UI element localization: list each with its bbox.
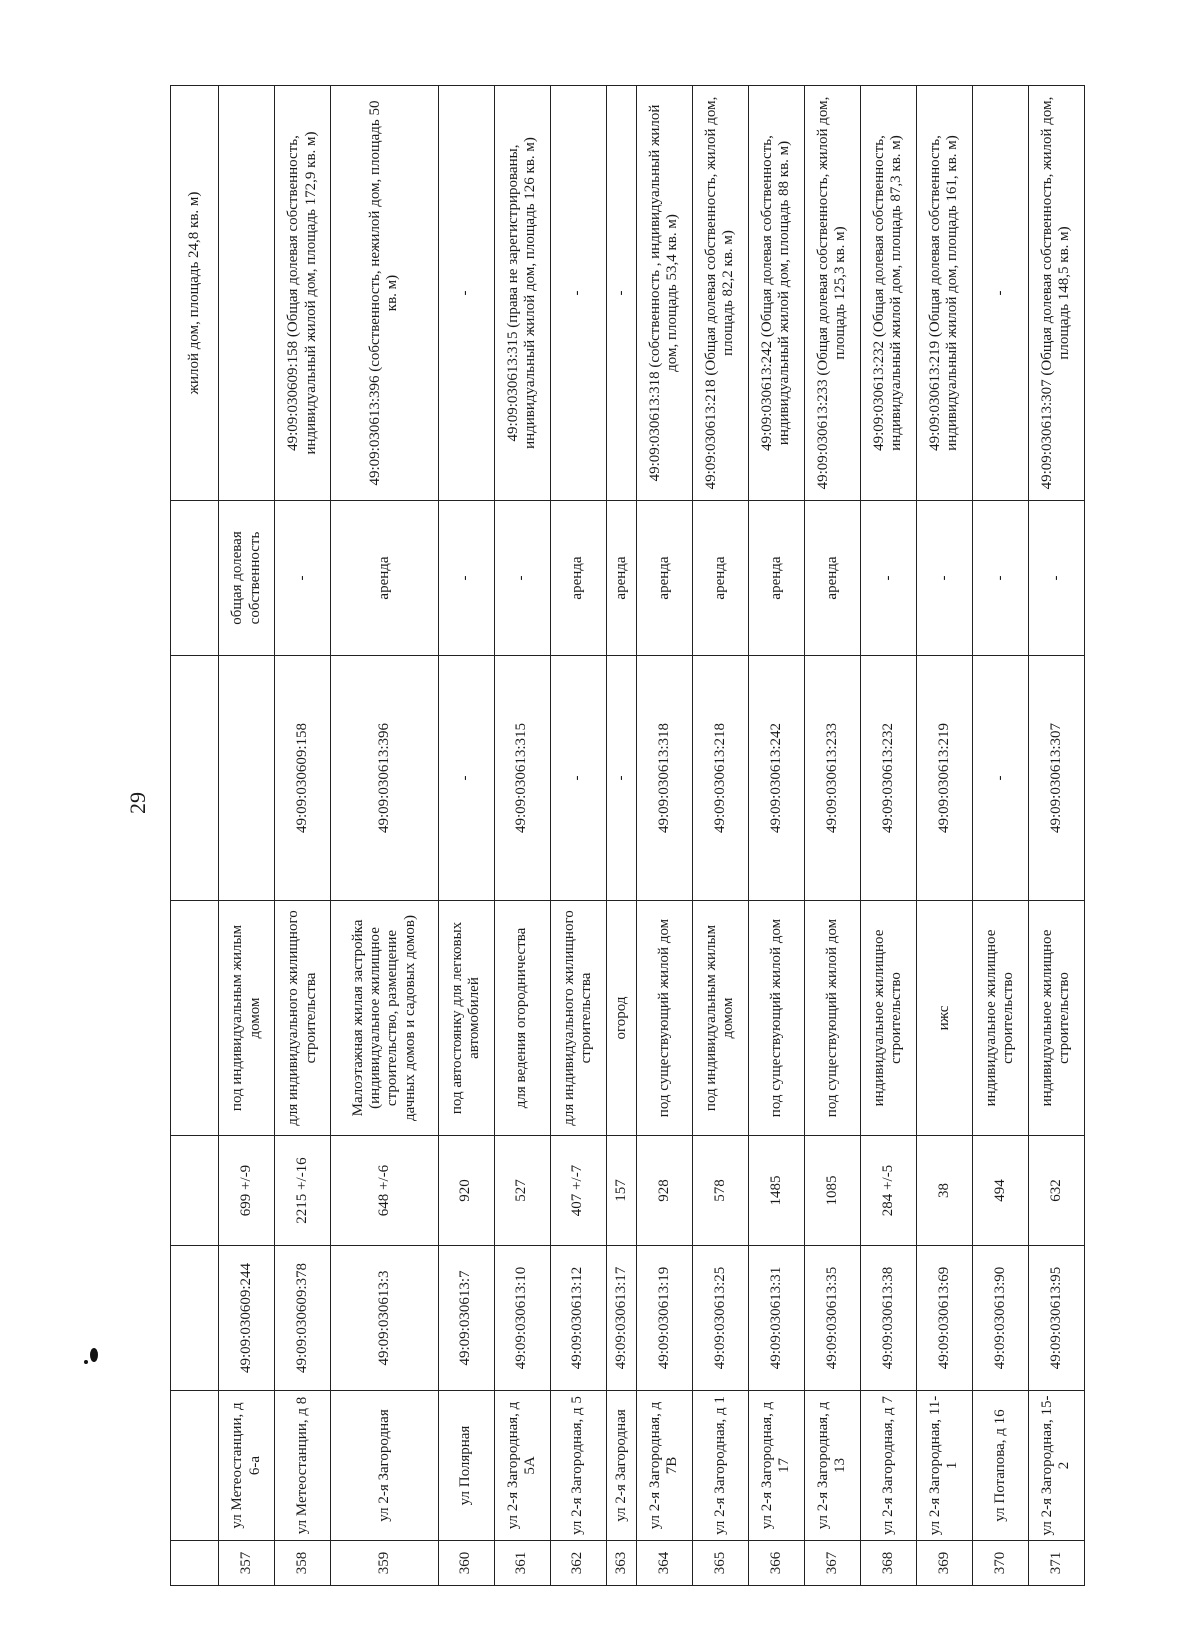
cell-permitted-use: для индивидуального жилищного строительства bbox=[275, 901, 331, 1136]
cell-permitted-use: под существующий жилой дом bbox=[804, 901, 860, 1136]
cell-right: общая долевая собственность bbox=[219, 501, 275, 656]
cell-num: 361 bbox=[494, 1541, 550, 1586]
cell-building-cadastral: 49:09:030613:396 bbox=[331, 656, 439, 901]
cell-notes: - bbox=[972, 86, 1028, 501]
cell-right: аренда bbox=[331, 501, 439, 656]
table-row bbox=[550, 86, 606, 1586]
cell-permitted-use: индивидуальное жилищное строительство bbox=[1028, 901, 1084, 1136]
cell-cadastral: 49:09:030613:12 bbox=[550, 1246, 606, 1391]
cell-num: 371 bbox=[1028, 1541, 1084, 1586]
table-row bbox=[636, 86, 692, 1586]
cell-area: 928 bbox=[636, 1136, 692, 1246]
cell-right: аренда bbox=[636, 501, 692, 656]
cell-right: - bbox=[972, 501, 1028, 656]
cell-cadastral: 49:09:030613:17 bbox=[606, 1246, 636, 1391]
cell-building-cadastral bbox=[219, 656, 275, 901]
table-row bbox=[494, 86, 550, 1586]
cell-permitted-use: индивидуальное жилищное строительство bbox=[860, 901, 916, 1136]
cell-permitted-use: под автостоянку для легковых автомобилей bbox=[438, 901, 494, 1136]
cell-area bbox=[171, 1136, 219, 1246]
cell-permitted-use bbox=[171, 901, 219, 1136]
cell-notes: 49:09:030613:315 (права не зарегистрированы, индивидуальный жилой дом, площадь 126 кв. м) bbox=[494, 86, 550, 501]
cell-cadastral: 49:09:030613:7 bbox=[438, 1246, 494, 1391]
cell-area: 648 +/-6 bbox=[331, 1136, 439, 1246]
table-row bbox=[438, 86, 494, 1586]
cell-address: ул 2-я Загородная, д 1 bbox=[692, 1391, 748, 1541]
cell-cadastral: 49:09:030609:244 bbox=[219, 1246, 275, 1391]
cell-right: - bbox=[275, 501, 331, 656]
cell-right bbox=[171, 501, 219, 656]
cell-notes: 49:09:030613:396 (собственность, нежилой дом, площадь 50 кв. м) bbox=[331, 86, 439, 501]
cell-address: ул Потапова, д 16 bbox=[972, 1391, 1028, 1541]
register-table-rotated bbox=[170, 86, 1085, 1586]
cell-notes: 49:09:030613:218 (Общая долевая собственность, жилой дом, площадь 82,2 кв. м) bbox=[692, 86, 748, 501]
cell-building-cadastral: 49:09:030613:318 bbox=[636, 656, 692, 901]
cell-address: ул Метеостанции, д 8 bbox=[275, 1391, 331, 1541]
table-row bbox=[860, 86, 916, 1586]
cell-permitted-use: индивидуальное жилищное строительство bbox=[972, 901, 1028, 1136]
table-row bbox=[275, 86, 331, 1586]
cell-right: аренда bbox=[804, 501, 860, 656]
cell-notes: 49:09:030613:318 (собственность , индивидуальный жилой дом, площадь 53,4 кв. м) bbox=[636, 86, 692, 501]
cell-cadastral: 49:09:030613:69 bbox=[916, 1246, 972, 1391]
cell-right: - bbox=[494, 501, 550, 656]
cell-permitted-use: под существующий жилой дом bbox=[636, 901, 692, 1136]
table-row bbox=[171, 86, 219, 1586]
cell-building-cadastral: - bbox=[972, 656, 1028, 901]
cell-area: 1485 bbox=[748, 1136, 804, 1246]
cell-building-cadastral bbox=[171, 656, 219, 901]
cell-building-cadastral: 49:09:030613:315 bbox=[494, 656, 550, 901]
cell-num: 369 bbox=[916, 1541, 972, 1586]
cell-address: ул 2-я Загородная, 11-1 bbox=[916, 1391, 972, 1541]
cell-notes: - bbox=[550, 86, 606, 501]
cell-building-cadastral: - bbox=[550, 656, 606, 901]
cell-building-cadastral: 49:09:030609:158 bbox=[275, 656, 331, 901]
cell-num: 367 bbox=[804, 1541, 860, 1586]
table-row bbox=[692, 86, 748, 1586]
cell-notes: - bbox=[606, 86, 636, 501]
cell-cadastral: 49:09:030613:38 bbox=[860, 1246, 916, 1391]
cell-area: 494 bbox=[972, 1136, 1028, 1246]
cell-area: 38 bbox=[916, 1136, 972, 1246]
cell-address bbox=[171, 1391, 219, 1541]
cell-num: 370 bbox=[972, 1541, 1028, 1586]
cell-building-cadastral: 49:09:030613:232 bbox=[860, 656, 916, 901]
cell-notes: - bbox=[438, 86, 494, 501]
cell-building-cadastral: 49:09:030613:307 bbox=[1028, 656, 1084, 901]
cell-address: ул 2-я Загородная, д 5А bbox=[494, 1391, 550, 1541]
cell-num: 362 bbox=[550, 1541, 606, 1586]
cell-building-cadastral: 49:09:030613:233 bbox=[804, 656, 860, 901]
table-row bbox=[219, 86, 275, 1586]
cell-permitted-use: под существующий жилой дом bbox=[748, 901, 804, 1136]
cell-notes: 49:09:030613:232 (Общая долевая собственность, индивидуальный жилой дом, площадь 87,3 кв. м) bbox=[860, 86, 916, 501]
cell-address: ул 2-я Загородная, д 13 bbox=[804, 1391, 860, 1541]
cell-num: 368 bbox=[860, 1541, 916, 1586]
cell-address: ул 2-я Загородная, д 17 bbox=[748, 1391, 804, 1541]
cell-cadastral bbox=[171, 1246, 219, 1391]
cell-cadastral: 49:09:030613:25 bbox=[692, 1246, 748, 1391]
table-row bbox=[748, 86, 804, 1586]
cell-address: ул 2-я Загородная, д 7В bbox=[636, 1391, 692, 1541]
cell-right: аренда bbox=[606, 501, 636, 656]
cell-notes: 49:09:030613:233 (Общая долевая собственность, жилой дом, площадь 125,3 кв. м) bbox=[804, 86, 860, 501]
cell-right: аренда bbox=[550, 501, 606, 656]
scan-speck bbox=[90, 1348, 98, 1362]
cell-right: - bbox=[1028, 501, 1084, 656]
cell-permitted-use: для ведения огородничества bbox=[494, 901, 550, 1136]
page-number: 29 bbox=[125, 792, 150, 814]
scan-speck bbox=[84, 1360, 88, 1364]
cell-area: 699 +/-9 bbox=[219, 1136, 275, 1246]
cell-cadastral: 49:09:030613:90 bbox=[972, 1246, 1028, 1391]
cell-address: ул 2-я Загородная, д 5 bbox=[550, 1391, 606, 1541]
cell-cadastral: 49:09:030613:10 bbox=[494, 1246, 550, 1391]
cell-area: 2215 +/-16 bbox=[275, 1136, 331, 1246]
cell-notes bbox=[219, 86, 275, 501]
cell-building-cadastral: 49:09:030613:242 bbox=[748, 656, 804, 901]
cell-area: 920 bbox=[438, 1136, 494, 1246]
cell-address: ул 2-я Загородная, д 7 bbox=[860, 1391, 916, 1541]
cell-num: 358 bbox=[275, 1541, 331, 1586]
cell-right: аренда bbox=[692, 501, 748, 656]
cell-notes: 49:09:030613:307 (Общая долевая собственность, жилой дом, площадь 148,5 кв. м) bbox=[1028, 86, 1084, 501]
cell-num: 366 bbox=[748, 1541, 804, 1586]
cell-area: 1085 bbox=[804, 1136, 860, 1246]
cell-permitted-use: огород bbox=[606, 901, 636, 1136]
cell-building-cadastral: - bbox=[438, 656, 494, 901]
cell-area: 632 bbox=[1028, 1136, 1084, 1246]
cell-cadastral: 49:09:030613:31 bbox=[748, 1246, 804, 1391]
cell-num bbox=[171, 1541, 219, 1586]
cell-right: - bbox=[438, 501, 494, 656]
cell-num: 359 bbox=[331, 1541, 439, 1586]
cell-notes: жилой дом, площадь 24,8 кв. м) bbox=[171, 86, 219, 501]
cell-address: ул Метеостанции, д 6-а bbox=[219, 1391, 275, 1541]
cell-address: ул Полярная bbox=[438, 1391, 494, 1541]
cell-notes: 49:09:030613:242 (Общая долевая собственность, индивидуальный жилой дом, площадь 88 кв. м) bbox=[748, 86, 804, 501]
cell-permitted-use: ижс bbox=[916, 901, 972, 1136]
cell-building-cadastral: 49:09:030613:219 bbox=[916, 656, 972, 901]
cell-notes: 49:09:030609:158 (Общая долевая собственность, индивидуальный жилой дом, площадь 172,9 кв. м) bbox=[275, 86, 331, 501]
cell-num: 365 bbox=[692, 1541, 748, 1586]
cell-area: 578 bbox=[692, 1136, 748, 1246]
cell-right: - bbox=[860, 501, 916, 656]
cell-cadastral: 49:09:030613:95 bbox=[1028, 1246, 1084, 1391]
table-row bbox=[972, 86, 1028, 1586]
cell-area: 527 bbox=[494, 1136, 550, 1246]
table-row bbox=[1028, 86, 1084, 1586]
table-row bbox=[916, 86, 972, 1586]
cell-address: ул 2-я Загородная bbox=[331, 1391, 439, 1541]
table-row bbox=[331, 86, 439, 1586]
cell-area: 284 +/-5 bbox=[860, 1136, 916, 1246]
cell-permitted-use: под индивидуальным жилым домом bbox=[692, 901, 748, 1136]
cell-cadastral: 49:09:030609:378 bbox=[275, 1246, 331, 1391]
cell-num: 357 bbox=[219, 1541, 275, 1586]
register-table bbox=[170, 85, 1085, 1586]
cell-cadastral: 49:09:030613:35 bbox=[804, 1246, 860, 1391]
cell-cadastral: 49:09:030613:3 bbox=[331, 1246, 439, 1391]
cell-building-cadastral: - bbox=[606, 656, 636, 901]
cell-right: - bbox=[916, 501, 972, 656]
cell-num: 364 bbox=[636, 1541, 692, 1586]
cell-address: ул 2-я Загородная, 15-2 bbox=[1028, 1391, 1084, 1541]
table-row bbox=[606, 86, 636, 1586]
cell-right: аренда bbox=[748, 501, 804, 656]
table-row bbox=[804, 86, 860, 1586]
cell-cadastral: 49:09:030613:19 bbox=[636, 1246, 692, 1391]
cell-building-cadastral: 49:09:030613:218 bbox=[692, 656, 748, 901]
cell-address: ул 2-я Загородная bbox=[606, 1391, 636, 1541]
cell-num: 360 bbox=[438, 1541, 494, 1586]
cell-num: 363 bbox=[606, 1541, 636, 1586]
cell-permitted-use: Малоэтажная жилая застройка (индивидуальное жилищное строительство, размещение дачных домов и садовых домов) bbox=[331, 901, 439, 1136]
cell-area: 157 bbox=[606, 1136, 636, 1246]
cell-permitted-use: под индивидуальным жилым домом bbox=[219, 901, 275, 1136]
cell-area: 407 +/-7 bbox=[550, 1136, 606, 1246]
cell-permitted-use: для индивидуального жилищного строительства bbox=[550, 901, 606, 1136]
cell-notes: 49:09:030613:219 (Общая долевая собственность, индивидуальный жилой дом, площадь 161, кв. м) bbox=[916, 86, 972, 501]
